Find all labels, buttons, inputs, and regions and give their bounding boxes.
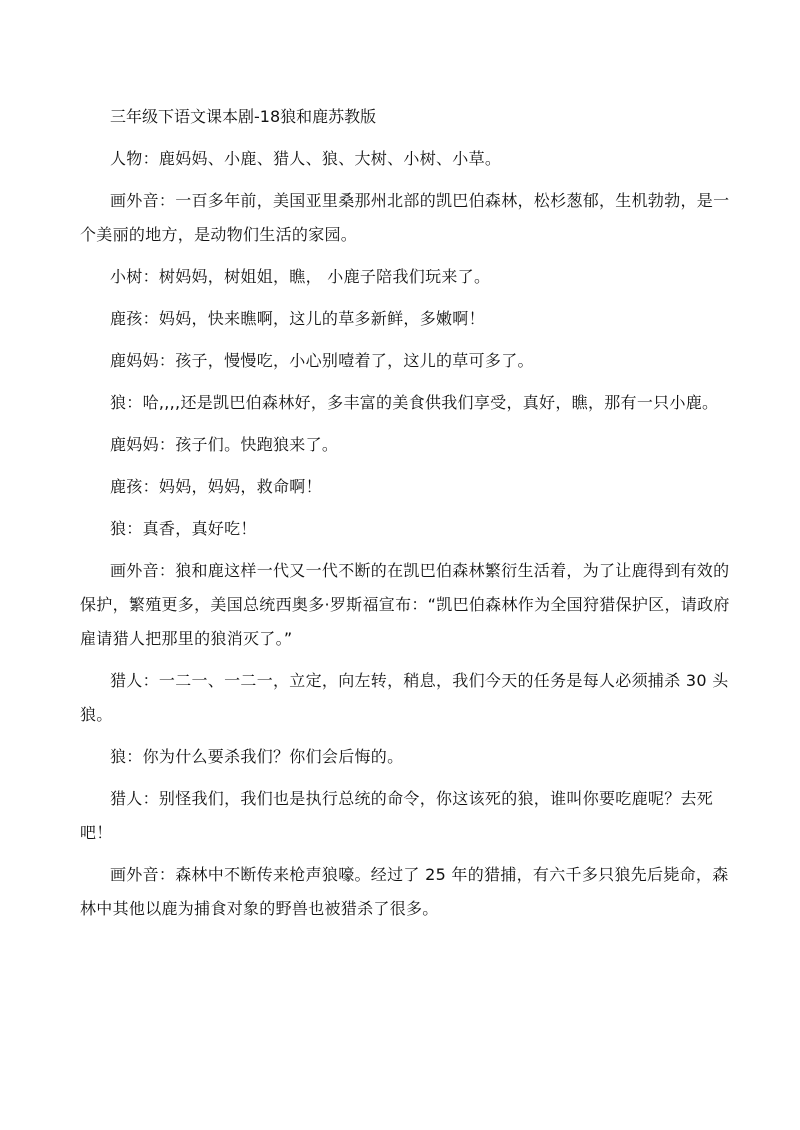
paragraph-narration-1: 画外音：一百多年前，美国亚里桑那州北部的凯巴伯森林，松杉葱郁，生机勃勃，是一个美丽的地方，是动物们生活的家园。: [80, 191, 730, 244]
paragraph-wolf-3: 狼：你为什么要杀我们？你们会后悔的。: [110, 747, 404, 766]
paragraph-small-tree: 小树：树妈妈，树姐姐，瞧， 小鹿子陪我们玩来了。: [110, 267, 491, 286]
paragraph-wolf-1: 狼：哈,,,,还是凯巴伯森林好，多丰富的美食供我们享受，真好，瞧，那有一只小鹿。: [110, 393, 719, 412]
paragraph-narration-2: 画外音：狼和鹿这样一代又一代不断的在凯巴伯森林繁衍生活着，为了让鹿得到有效的保护，繁殖更多，美国总统西奥多·罗斯福宣布：“凯巴伯森林作为全国狩猎保护区，请政府雇请猎人把那里的狼消灭了。”: [80, 561, 730, 648]
paragraph-fawn-1: 鹿孩：妈妈，快来瞧啊，这儿的草多新鲜，多嫩啊！: [110, 309, 485, 328]
document-body: [80, 100, 730, 934]
paragraph-deer-mother-1: 鹿妈妈：孩子，慢慢吃，小心别噎着了，这儿的草可多了。: [110, 351, 534, 370]
paragraph-narration-3: 画外音：森林中不断传来枪声狼嚎。经过了 25 年的猎捕，有六千多只狼先后毙命，森林中其他以鹿为捕食对象的野兽也被猎杀了很多。: [80, 865, 729, 918]
paragraph-hunter-2: 猎人：别怪我们，我们也是执行总统的命令，你这该死的狼，谁叫你要吃鹿呢？去死吧！: [80, 789, 714, 842]
document-title: 三年级下语文课本剧-18狼和鹿苏教版: [110, 107, 377, 126]
paragraph-fawn-2: 鹿孩：妈妈，妈妈，救命啊！: [110, 477, 322, 496]
paragraph-characters: 人物：鹿妈妈、小鹿、猎人、狼、大树、小树、小草。: [110, 149, 502, 168]
paragraph-wolf-2: 狼：真香，真好吃！: [110, 519, 257, 538]
paragraph-deer-mother-2: 鹿妈妈：孩子们。快跑狼来了。: [110, 435, 339, 454]
paragraph-hunter-1: 猎人：一二一、一二一，立定，向左转，稍息，我们今天的任务是每人必须捕杀 30 头狼。: [80, 671, 729, 724]
